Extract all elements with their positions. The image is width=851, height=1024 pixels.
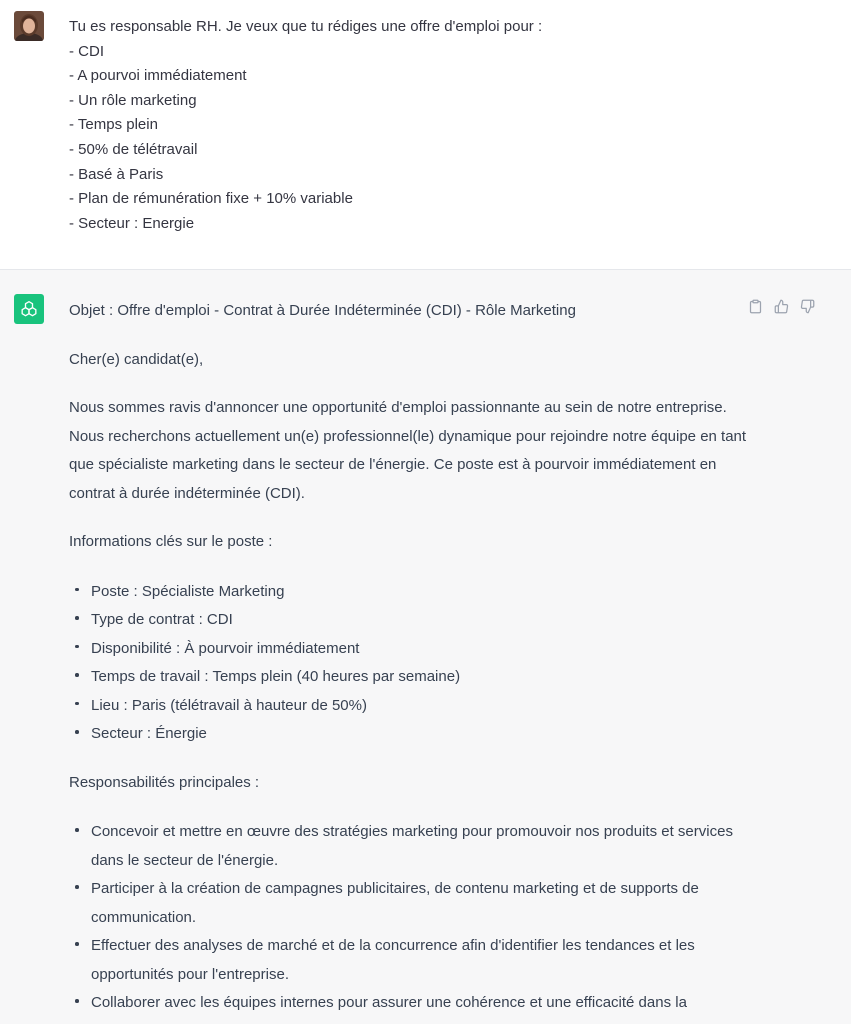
list-item: Effectuer des analyses de marché et de la concurrence afin d'identifier les tendances et les opportunités pour l'entreprise. — [69, 932, 749, 989]
assistant-message-text — [69, 297, 749, 1018]
list-item: Temps de travail : Temps plein (40 heures par semaine) — [69, 663, 749, 692]
list-item: Lieu : Paris (télétravail à hauteur de 50%) — [69, 692, 749, 721]
assistant-message — [0, 270, 851, 1024]
thumbs-down-icon — [800, 299, 815, 314]
message-actions — [747, 298, 816, 315]
user-message-text — [69, 15, 769, 236]
user-message — [0, 0, 851, 270]
list-item: Concevoir et mettre en œuvre des stratégies marketing pour promouvoir nos produits et services dans le secteur de l'énergie. — [69, 818, 749, 875]
openai-logo-icon — [14, 294, 44, 324]
key-info-list — [69, 578, 749, 749]
list-item: Poste : Spécialiste Marketing — [69, 578, 749, 607]
subject-line: Objet : Offre d'emploi - Contrat à Durée Indéterminée (CDI) - Rôle Marketing — [69, 302, 576, 319]
user-photo-icon — [14, 11, 44, 41]
list-item: Disponibilité : À pourvoir immédiatement — [69, 635, 749, 664]
responsibilities-list — [69, 818, 749, 1018]
copy-button[interactable] — [747, 298, 764, 315]
list-item: Collaborer avec les équipes internes pour assurer une cohérence et une efficacité dans la — [69, 989, 749, 1018]
list-item: Type de contrat : CDI — [69, 606, 749, 635]
user-line: - Basé à Paris — [69, 165, 164, 183]
intro-paragraph: Nous sommes ravis d'annoncer une opportunité d'emploi passionnante au sein de notre entreprise. Nous recherchons actuellement un(e) professionnel(le) dynamique pour rejoindre notre équipe en tant que spécialiste marketing dans le secteur de l'énergie. Ce poste est à pourvoir immédiatement en contrat à durée indéterminée (CDI). — [69, 399, 747, 502]
user-line: - Temps plein — [69, 116, 158, 134]
key-info-heading: Informations clés sur le poste : — [69, 533, 273, 550]
user-line: - A pourvoi immédiatement — [69, 67, 247, 85]
thumbs-down-button[interactable] — [799, 298, 816, 315]
user-line: - 50% de télétravail — [69, 140, 198, 158]
list-item: Participer à la création de campagnes publicitaires, de contenu marketing et de supports de communication. — [69, 875, 749, 932]
user-line: - Un rôle marketing — [69, 91, 197, 109]
user-line: - Plan de rémunération fixe + 10% variable — [69, 190, 353, 208]
thumbs-up-button[interactable] — [773, 298, 790, 315]
greeting: Cher(e) candidat(e), — [69, 350, 204, 368]
user-line: - Secteur : Energie — [69, 214, 195, 232]
list-item: Secteur : Énergie — [69, 720, 749, 749]
user-line: Tu es responsable RH. Je veux que tu rédiges une offre d'emploi pour : — [69, 18, 543, 35]
user-avatar — [14, 11, 44, 41]
clipboard-icon — [748, 299, 763, 314]
responsibilities-heading: Responsabilités principales : — [69, 773, 260, 791]
thumbs-up-icon — [774, 299, 789, 314]
user-line: - CDI — [69, 42, 104, 60]
